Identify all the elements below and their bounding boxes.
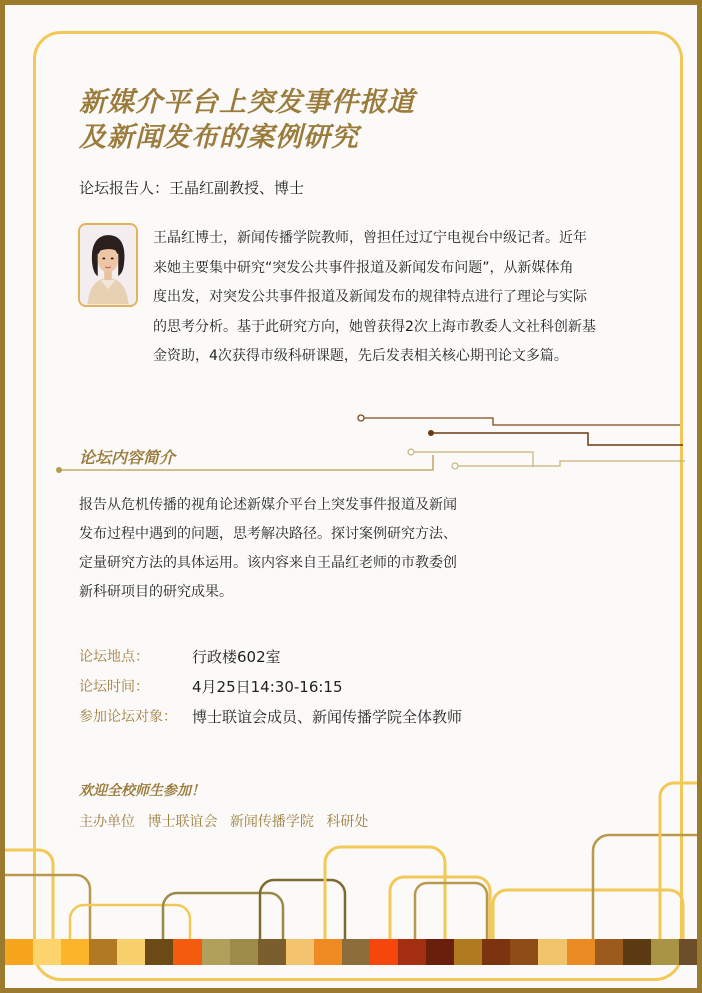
info-audience — [79, 701, 579, 731]
color-stripe-segment — [454, 939, 482, 965]
color-stripe-segment — [117, 939, 145, 965]
organizer-unit: 博士联谊会 — [147, 814, 218, 830]
color-stripe-segment — [538, 939, 566, 965]
poster-title — [79, 85, 415, 155]
color-stripe-segment — [230, 939, 258, 965]
info-label: 论坛时间： — [79, 679, 149, 695]
forum-intro — [79, 491, 457, 607]
color-stripe-segment — [651, 939, 679, 965]
organizer-unit: 科研处 — [326, 814, 369, 830]
color-stripe-segment — [145, 939, 173, 965]
speaker-name: 王晶红副教授、博士 — [169, 179, 305, 197]
info-location — [79, 641, 579, 671]
speaker-line — [79, 177, 304, 198]
bio-line: 金资助，4次获得市级科研课题，先后发表相关核心期刊论文多篇。 — [153, 348, 568, 364]
color-stripe-segment — [342, 939, 370, 965]
speaker-bio — [153, 224, 633, 372]
section-title: 论坛内容简介 — [79, 448, 176, 467]
color-stripe-segment — [623, 939, 651, 965]
organizer-unit: 新闻传播学院 — [229, 814, 314, 830]
color-stripe-segment — [258, 939, 286, 965]
info-label: 论坛地点： — [79, 649, 149, 665]
color-stripe-segment — [314, 939, 342, 965]
color-stripe-segment — [567, 939, 595, 965]
bio-line: 度出发，对突发公共事件报道及新闻发布的规律特点进行了理论与实际 — [153, 289, 587, 305]
color-stripe-segment — [426, 939, 454, 965]
color-stripe-segment — [510, 939, 538, 965]
info-value: 4月25日14:30-16:15 — [192, 677, 343, 696]
bio-line: 王晶红博士，新闻传播学院教师，曾担任过辽宁电视台中级记者。近年 — [153, 230, 587, 246]
color-stripe-segment — [61, 939, 89, 965]
color-stripe-segment — [398, 939, 426, 965]
info-value: 博士联谊会成员、新闻传播学院全体教师 — [192, 707, 463, 726]
color-stripe-segment — [5, 939, 33, 965]
info-label: 参加论坛对象： — [79, 709, 177, 725]
color-stripe-segment — [33, 939, 61, 965]
color-stripe-segment — [286, 939, 314, 965]
intro-line: 新科研项目的研究成果。 — [79, 584, 233, 600]
rounded-frames-decoration — [5, 775, 702, 945]
portrait-photo — [78, 223, 138, 307]
forum-info — [79, 641, 579, 731]
color-stripe-segment — [595, 939, 623, 965]
intro-line: 定量研究方法的具体运用。该内容来自王晶红老师的市教委创 — [79, 555, 457, 571]
bio-line: 来她主要集中研究“突发公共事件报道及新闻发布问题”，从新媒体角 — [153, 259, 574, 276]
bio-line: 的思考分析。基于此研究方向，她曾获得2次上海市教委人文社科创新基 — [153, 318, 596, 335]
color-stripe-segment — [89, 939, 117, 965]
welcome-text: 欢迎全校师生参加！ — [79, 783, 205, 799]
color-stripe-segment — [173, 939, 201, 965]
speaker-label: 论坛报告人： — [79, 179, 170, 197]
title-line-1: 新媒介平台上突发事件报道 — [79, 87, 415, 118]
info-time — [79, 671, 579, 701]
portrait-photo-icon — [80, 225, 136, 305]
color-stripe-segment — [482, 939, 510, 965]
color-stripe-segment — [202, 939, 230, 965]
organizers-line — [79, 811, 376, 831]
intro-line: 报告从危机传播的视角论述新媒介平台上突发事件报道及新闻 — [79, 497, 457, 513]
color-stripe-segment — [370, 939, 398, 965]
color-stripe — [5, 939, 702, 965]
organizers-label: 主办单位 — [79, 814, 135, 830]
info-value: 行政楼602室 — [192, 647, 281, 666]
title-line-2: 及新闻发布的案例研究 — [79, 122, 359, 153]
color-stripe-segment — [679, 939, 702, 965]
intro-line: 发布过程中遇到的问题，思考解决路径。探讨案例研究方法、 — [79, 526, 457, 542]
